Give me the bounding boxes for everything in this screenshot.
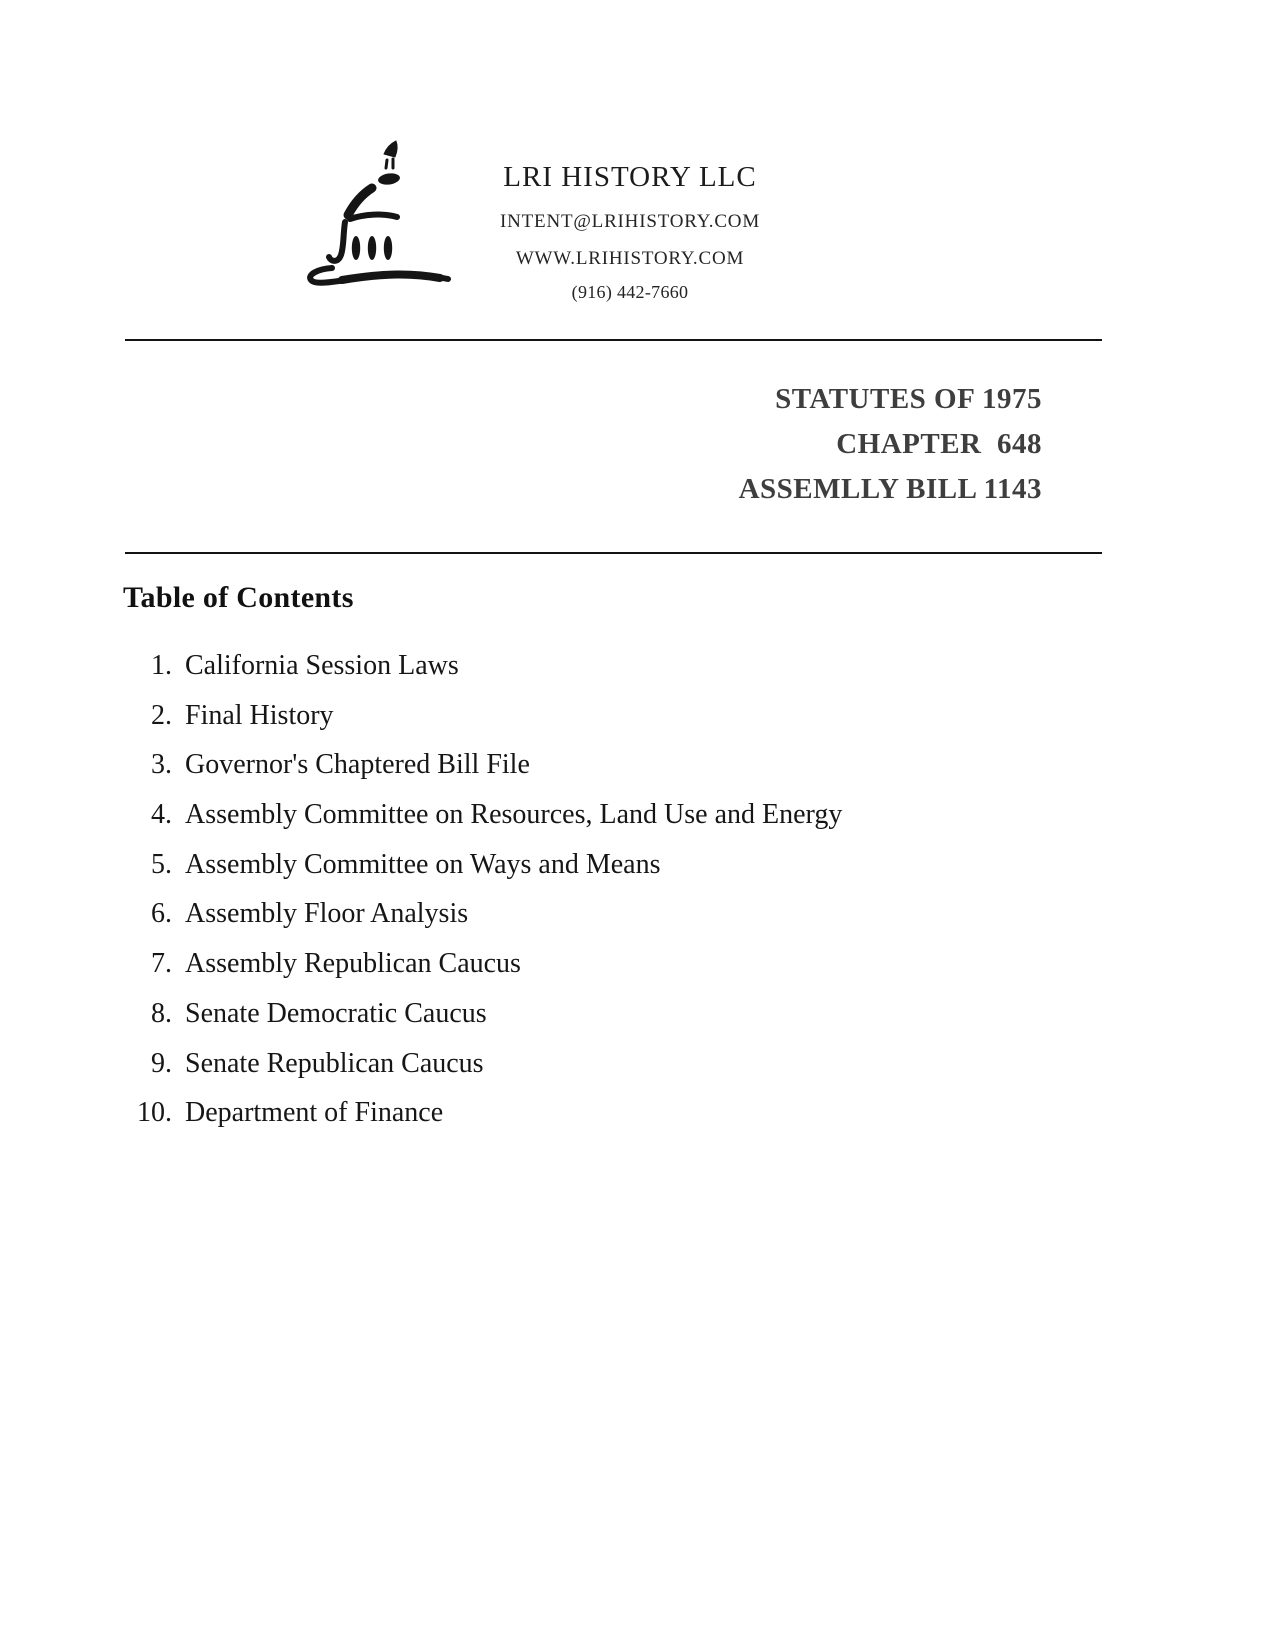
toc-item-number: 10. (137, 1097, 172, 1129)
statutes-line: STATUTES OF 1975 (775, 383, 1042, 415)
letterhead (438, 160, 822, 305)
toc-item-number: 3. (151, 749, 172, 781)
toc-item-number: 9. (151, 1047, 172, 1079)
toc-item (0, 740, 1100, 790)
toc-item-number: 4. (151, 799, 172, 831)
statute-title-block (739, 377, 1042, 512)
toc-item-number: 2. (151, 699, 172, 731)
toc-item (0, 1088, 1100, 1138)
toc-item (0, 790, 1100, 840)
divider-top (125, 339, 1102, 341)
toc-item-number: 1. (151, 650, 172, 681)
toc-item-label: Senate Democratic Caucus (185, 997, 487, 1029)
toc-item-label: Final History (185, 699, 334, 731)
toc-item (0, 691, 1100, 741)
company-website: WWW.LRIHISTORY.COM (515, 248, 745, 269)
toc-item-label: Governor's Chaptered Bill File (185, 749, 530, 781)
toc-item-label: Department of Finance (185, 1097, 444, 1129)
toc-item-label: Assembly Republican Caucus (185, 948, 521, 980)
toc-item-number: 5. (151, 848, 172, 880)
company-email: INTENT@LRIHISTORY.COM (499, 211, 761, 232)
toc-item-label: California Session Laws (185, 650, 459, 681)
toc-item (0, 641, 1100, 691)
toc-list (0, 641, 1100, 1138)
company-name: LRI HISTORY LLC (503, 161, 757, 193)
divider-bottom (125, 552, 1102, 554)
chapter-line: CHAPTER 648 (836, 428, 1042, 460)
toc-item (0, 889, 1100, 939)
toc-item (0, 989, 1100, 1039)
company-phone: (916) 442-7660 (571, 282, 689, 302)
toc-item-label: Senate Republican Caucus (185, 1047, 484, 1079)
bill-line: ASSEMLLY BILL 1143 (738, 473, 1042, 505)
toc-item-label: Assembly Floor Analysis (185, 898, 469, 930)
toc-heading: Table of Contents (123, 581, 354, 614)
toc-item-label: Assembly Committee on Ways and Means (185, 848, 661, 880)
toc-item-number: 6. (151, 898, 172, 930)
toc-item (0, 1039, 1100, 1089)
toc-item-number: 7. (151, 948, 172, 980)
toc-item (0, 939, 1100, 989)
toc-item-number: 8. (151, 997, 172, 1029)
toc-item (0, 840, 1100, 890)
toc-item-label: Assembly Committee on Resources, Land Use and Energy (185, 799, 843, 831)
